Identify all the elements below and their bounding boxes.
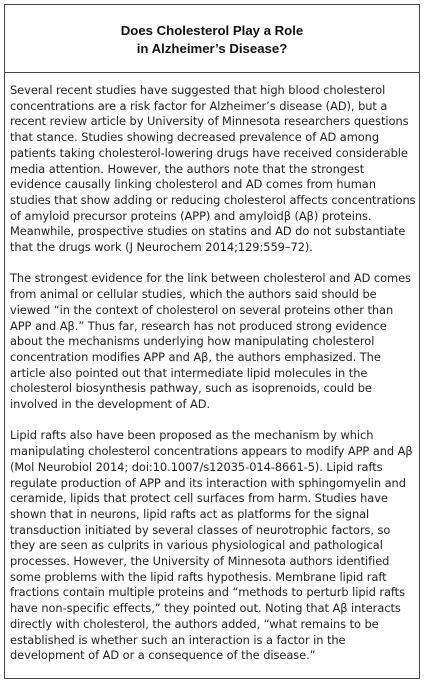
paragraph-line: viewed “in the context of cholesterol on several proteins other than	[10, 302, 394, 317]
paragraph-line: patients taking cholesterol-lowering drugs have received considerable	[10, 145, 408, 160]
paragraph-line: shown that in neurons, lipid rafts act as platforms for the signal	[10, 506, 370, 521]
paragraph-line: ceramide, lipids that protect cell surfaces from harm. Studies have	[10, 491, 388, 506]
paragraph-line: article also pointed out that intermediate lipid molecules in the	[10, 365, 368, 380]
paragraph-line: cholesterol biosynthesis pathway, such as isoprenoids, could be	[10, 381, 372, 396]
paragraph-line: regulate production of APP and its interaction with sphingomyelin and	[10, 475, 406, 490]
paragraph-line: that stance. Studies showing decreased prevalence of AD among	[10, 130, 380, 145]
paragraph-line: Lipid rafts also have been proposed as the mechanism by which	[10, 428, 374, 443]
paragraph-line: some problems with the lipid rafts hypothesis. Membrane lipid raft	[10, 569, 387, 584]
paragraph-line: manipulating cholesterol concentrations appears to modify APP and Aβ	[10, 444, 413, 459]
paragraph-line: (Mol Neurobiol 2014; doi:10.1007/s12035-014-8661-5). Lipid rafts	[10, 459, 383, 474]
paragraph-line: of amyloid precursor proteins (APP) and amyloidβ (Aβ) proteins.	[10, 208, 372, 223]
paragraph-1	[10, 83, 416, 256]
paragraph-line: development of AD or a consequence of the disease.”	[10, 648, 316, 663]
paragraph-line: recent review article by University of Minnesota researchers questions	[10, 114, 409, 129]
paragraph-line: concentrations are a risk factor for Alzheimer’s disease (AD), but a	[10, 98, 388, 113]
paragraph-line: studies that show adding or reducing cholesterol affects concentrations	[10, 192, 416, 207]
sidebar-title-line-1: Does Cholesterol Play a Role	[120, 22, 304, 38]
paragraph-line: directly with cholesterol, the authors added, “what remains to be	[10, 616, 379, 631]
paragraph-line: Meanwhile, prospective studies on statins and AD do not substantiate	[10, 224, 406, 239]
paragraph-2	[10, 271, 413, 412]
paragraph-line: about the mechanisms underlying how manipulating cholesterol	[10, 334, 375, 349]
paragraph-line: have non-specific effects,” they pointed out. Noting that Aβ interacts	[10, 601, 401, 616]
sidebar-body	[5, 73, 419, 664]
paragraph-line: The strongest evidence for the link between cholesterol and AD comes	[10, 271, 411, 286]
paragraph-line: involved in the development of AD.	[10, 397, 211, 412]
paragraph-line: processes. However, the University of Minnesota authors identified	[10, 554, 390, 569]
paragraph-line: APP and Aβ.” Thus far, research has not produced strong evidence	[10, 318, 387, 333]
paragraph-line: established is whether such an interaction is a factor in the	[10, 632, 346, 647]
paragraph-line: evidence causally linking cholesterol and AD comes from human	[10, 177, 376, 192]
paragraph-line: that the drugs work (J Neurochem 2014;129:559–72).	[10, 240, 313, 255]
paragraph-line: media attention. However, the authors note that the strongest	[10, 161, 365, 176]
paragraph-line: from animal or cellular studies, which the authors said should be	[10, 287, 377, 302]
paragraph-line: they are seen as culprits in various physiological and pathological	[10, 538, 383, 553]
article-sidebar-box	[4, 4, 420, 679]
paragraph-3	[10, 428, 413, 664]
paragraph-line: fractions contain multiple proteins and “methods to perturb lipid rafts	[10, 585, 405, 600]
sidebar-title-line-2: in Alzheimer’s Disease?	[136, 40, 288, 56]
paragraph-line: transduction initiated by several classes of neurotrophic factors, so	[10, 522, 391, 537]
sidebar-title-panel	[5, 5, 419, 73]
paragraph-line: Several recent studies have suggested that high blood cholesterol	[10, 83, 386, 97]
paragraph-line: concentration modifies APP and Aβ, the authors emphasized. The	[10, 349, 381, 364]
